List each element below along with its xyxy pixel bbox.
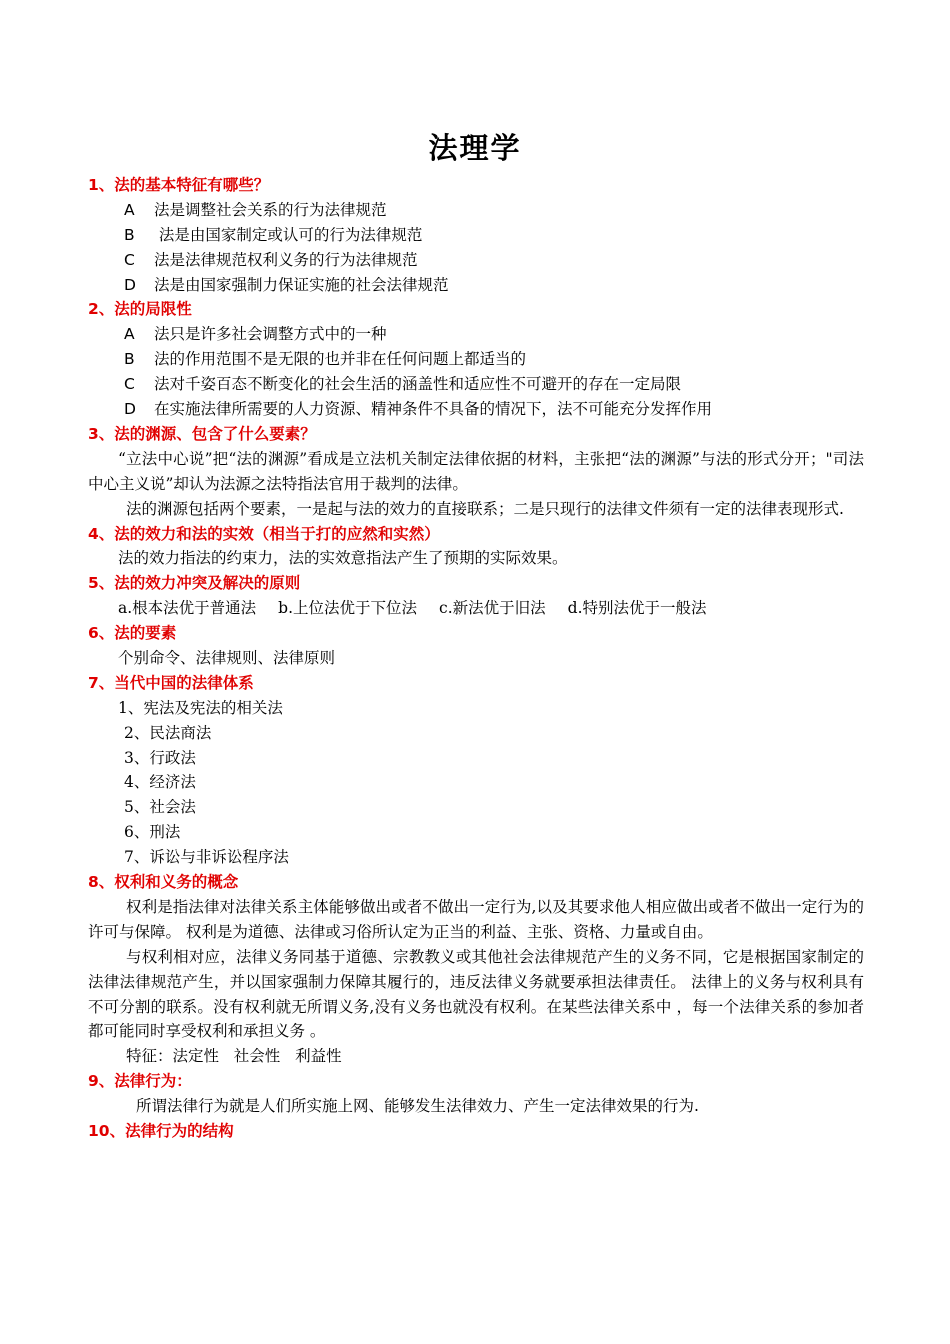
section-heading: 3、法的渊源、包含了什么要素？ xyxy=(88,424,316,443)
section-heading: 4、法的效力和法的实效（相当于打的应然和实然） xyxy=(88,524,440,543)
list-item: 2、民法商法 xyxy=(124,723,212,742)
option-text: 法只是许多社会调整方式中的一种 xyxy=(154,325,387,344)
principle-item: a.根本法优于普通法 xyxy=(118,599,257,618)
list-item: 5、社会法 xyxy=(124,798,196,817)
option-letter: A xyxy=(124,200,135,219)
list-item xyxy=(88,372,864,397)
paragraph: 个别命令、法律规则、法律原则 xyxy=(118,648,336,667)
paragraph: 法的效力指法的约束力，法的实效意指法产生了预期的实际效果。 xyxy=(118,549,568,568)
option-letter: D xyxy=(124,275,136,294)
option-letter: C xyxy=(124,375,135,394)
option-letter: B xyxy=(124,225,135,244)
principle-item: b.上位法优于下位法 xyxy=(278,599,418,618)
section-heading: 1、法的基本特征有哪些？ xyxy=(88,176,270,194)
list-item xyxy=(88,273,864,298)
principle-item: d.特别法优于一般法 xyxy=(567,599,707,618)
section-heading: 5、法的效力冲突及解决的原则 xyxy=(88,574,301,593)
paragraph: 权利是指法律对法律关系主体能够做出或者不做出一定行为,以及其要求他人相应做出或者不做出一定行为的许可与保障。 权利是为道德、法律或习俗所认定为正当的利益、主张、资格、力量或自由。 xyxy=(88,897,864,941)
principle-list xyxy=(88,596,864,621)
list-item: 1、宪法及宪法的相关法 xyxy=(118,698,283,717)
section-heading: 2、法的局限性 xyxy=(88,300,192,319)
list-item: 3、行政法 xyxy=(124,748,196,767)
section-heading: 7、当代中国的法律体系 xyxy=(88,673,254,692)
section-heading: 6、法的要素 xyxy=(88,624,177,643)
features-line: 特征：法定性 社会性 利益性 xyxy=(126,1047,342,1066)
page-title: 法理学 xyxy=(428,131,522,165)
option-text: 法是法律规范权利义务的行为法律规范 xyxy=(154,250,418,269)
list-item: 6、刑法 xyxy=(124,823,181,842)
section-heading: 10、法律行为的结构 xyxy=(88,1121,234,1140)
section-heading: 8、权利和义务的概念 xyxy=(88,872,239,891)
option-letter: A xyxy=(124,325,135,344)
list-item xyxy=(88,347,864,372)
list-item xyxy=(88,397,864,422)
option-text: 法是由国家制定或认可的行为法律规范 xyxy=(154,225,423,244)
paragraph: 所谓法律行为就是人们所实施上网、能够发生法律效力、产生一定法律效果的行为. xyxy=(136,1097,699,1116)
list-item xyxy=(88,322,864,347)
option-text: 在实施法律所需要的人力资源、精神条件不具备的情况下，法不可能充分发挥作用 xyxy=(154,400,713,419)
list-item xyxy=(88,198,864,223)
option-letter: D xyxy=(124,400,136,419)
option-text: 法是调整社会关系的行为法律规范 xyxy=(154,200,387,219)
document-body xyxy=(88,173,864,1144)
paragraph: “立法中心说”把“法的渊源”看成是立法机关制定法律依据的材料，主张把“法的渊源”与法的形式分开；"司法中心主义说”却认为法源之法特指法官用于裁判的法律。 xyxy=(88,449,864,493)
principle-item: c.新法优于旧法 xyxy=(439,599,546,618)
list-item xyxy=(88,248,864,273)
option-text: 法对千姿百态不断变化的社会生活的涵盖性和适应性不可避开的存在一定局限 xyxy=(154,375,682,394)
option-text: 法是由国家强制力保证实施的社会法律规范 xyxy=(154,275,449,294)
option-text: 法的作用范围不是无限的也并非在任何问题上都适当的 xyxy=(154,350,527,369)
list-item: 4、经济法 xyxy=(124,773,196,792)
list-item xyxy=(88,223,864,248)
section-heading: 9、法律行为： xyxy=(88,1072,192,1091)
paragraph: 法的渊源包括两个要素，一是起与法的效力的直接联系；二是只现行的法律文件须有一定的法律表现形式. xyxy=(126,499,844,518)
option-letter: C xyxy=(124,250,135,269)
option-letter: B xyxy=(124,350,135,369)
paragraph: 与权利相对应，法律义务同基于道德、宗教教义或其他社会法律规范产生的义务不同，它是根据国家制定的法律法律规范产生，并以国家强制力保障其履行的，违反法律义务就要承担法律责任。 法律上的义务与权利具有不可分割的联系。没有权利就无所谓义务,没有义务也就没有权利。在某些法律关系中 ，每一个法律关系的参加者都可能同时享受权利和承担义务 。 xyxy=(88,947,864,1041)
list-item: 7、诉讼与非诉讼程序法 xyxy=(124,848,289,867)
